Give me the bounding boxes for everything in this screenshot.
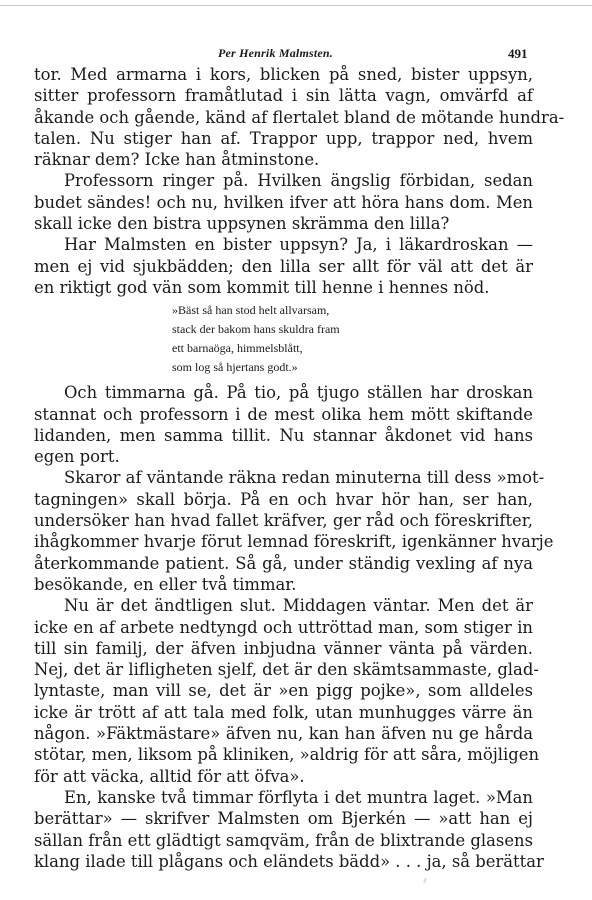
text-line: berättar» — skrifver Malmsten om Bjerkén — »att han ej <box>34 809 533 829</box>
text-line: Professorn ringer på. Hvilken ängslig förbidan, sedan <box>64 171 533 191</box>
text-line: sällan från ett glädtigt samqväm, från de blixtrande glasens <box>34 830 533 850</box>
text-line: för att väcka, alltid för att öfva». <box>34 766 305 786</box>
text-line: undersöker han hvad fallet kräfver, ger råd och föreskrifter, <box>34 511 533 531</box>
text-line: stötar, men, liksom på kliniken, »aldrig för att såra, möjligen <box>34 745 540 765</box>
text-line: skall icke den bistra uppsynen skrämma den lilla? <box>34 214 450 234</box>
paper-speck <box>423 878 427 883</box>
text-line: lidanden, men samma tillit. Nu stannar åkdonet vid hans <box>34 425 533 445</box>
poem-line: som log så hjertans godt.» <box>172 360 298 375</box>
text-line: återkommande patient. Så gå, under ständig vexling af nya <box>34 553 533 573</box>
text-line: klang ilade till plågans och eländets bädd» . . . ja, så berättar <box>34 851 544 871</box>
text-line: räknar dem? Icke han åtminstone. <box>34 150 320 170</box>
text-line: Har Malmsten en bister uppsyn? Ja, i läkardroskan — <box>64 235 533 255</box>
text-line: En, kanske två timmar förflyta i det muntra laget. »Man <box>64 787 533 807</box>
text-line: men ej vid sjukbädden; den lilla ser allt för väl att det är <box>34 256 533 276</box>
text-line: Nej, det är lifligheten sjelf, det är den skämtsammaste, glad- <box>34 660 539 680</box>
top-rule <box>0 5 592 6</box>
text-line: egen port. <box>34 447 120 467</box>
text-line: ihågkommer hvarje förut lemnad föreskrift, igenkänner hvarje <box>34 532 554 552</box>
text-line: icke en af arbete nedtyngd och uttröttad man, som stiger in <box>34 617 533 637</box>
text-line: någon. »Fäktmästare» äfven nu, kan han äfven nu ge hårda <box>34 724 533 744</box>
text-line: icke är trött af att tala med folk, utan munhugges värre än <box>34 702 533 722</box>
text-line: till sin familj, der äfven inbjudna vänner vänta på värden. <box>34 638 533 658</box>
text-line: tagningen» skall börja. På en och hvar hör han, ser han, <box>34 489 533 509</box>
running-head-title: Per Henrik Malmsten. <box>218 46 334 60</box>
body-text <box>34 64 565 872</box>
text-line: talen. Nu stiger han af. Trappor upp, trappor ned, hvem <box>34 128 533 148</box>
text-line: budet sändes! och nu, hvilken ifver att höra hans dom. Men <box>34 192 533 212</box>
text-line: besökande, en eller två timmar. <box>34 574 297 594</box>
poem-line: stack der bakom hans skuldra fram <box>172 322 340 337</box>
text-line: Nu är det ändtligen slut. Middagen väntar. Men det är <box>64 596 533 616</box>
text-line: sitter professorn framåtlutad i sin lätta vagn, omvärfd af <box>34 86 533 106</box>
text-line: Och timmarna gå. På tio, på tjugo ställen har droskan <box>64 383 533 403</box>
text-line: åkande och gående, känd af flertalet bland de mötande hundra- <box>34 107 565 127</box>
poem-quote <box>172 298 472 382</box>
poem-line: ett barnaöga, himmelsblått, <box>172 341 303 356</box>
text-line: tor. Med armarna i kors, blicken på sned, bister uppsyn, <box>34 65 533 84</box>
running-head <box>0 46 592 66</box>
page-number: 491 <box>508 46 528 61</box>
text-line: stannat och professorn i de mest olika hem mött skiftande <box>34 404 533 424</box>
text-line: en riktigt god vän som kommit till henne i hennes nöd. <box>34 277 490 297</box>
text-line: lyntaste, man vill se, det är »en pigg pojke», som alldeles <box>34 681 533 701</box>
text-line: Skaror af väntande räkna redan minuterna till dess »mot- <box>64 468 545 488</box>
poem-line: »Bäst så han stod helt allvarsam, <box>172 303 330 318</box>
